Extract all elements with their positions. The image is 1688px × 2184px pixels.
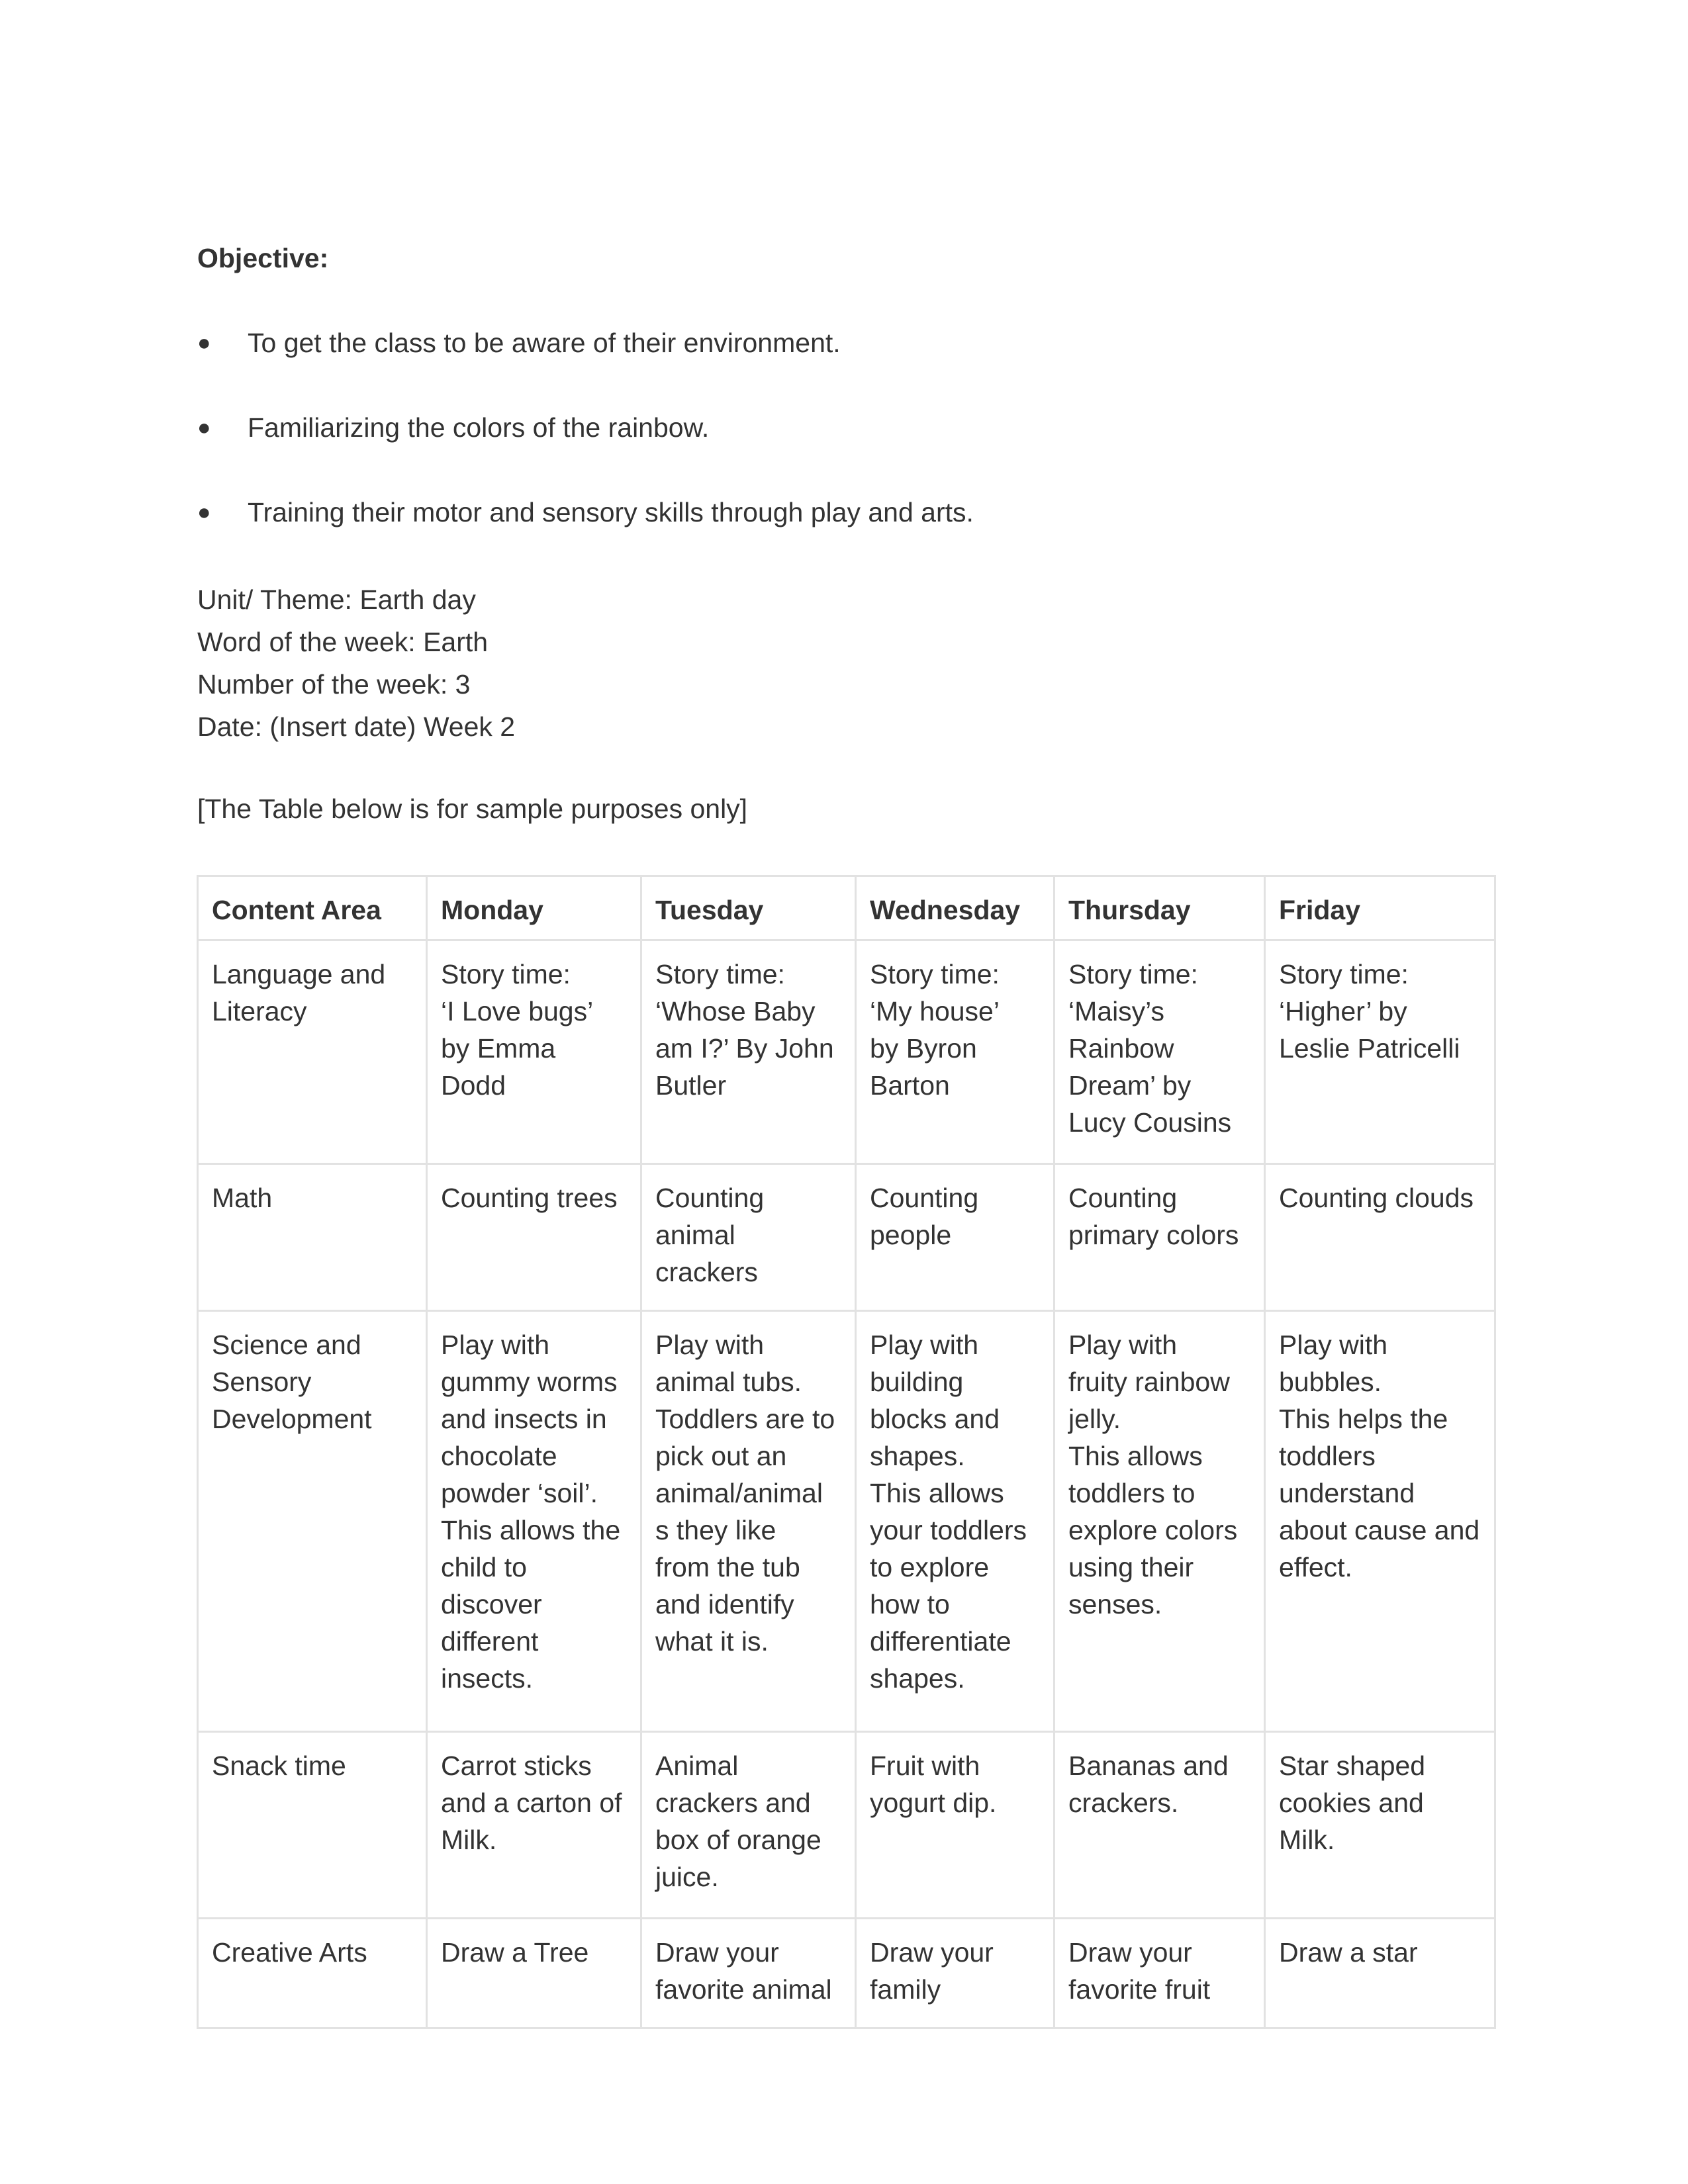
cell-text-line: effect.	[1279, 1552, 1352, 1582]
cell-text-line: fruity rainbow	[1068, 1367, 1230, 1397]
objective-item	[197, 494, 974, 531]
header-thursday: Thursday	[1055, 876, 1265, 940]
cell-text-line: Literacy	[212, 996, 307, 1026]
cell-text-line: yogurt dip.	[870, 1788, 997, 1818]
cell-text-line: box of orange	[655, 1825, 821, 1855]
bullet-icon: ●	[197, 415, 211, 440]
activity-cell	[856, 1311, 1055, 1732]
cell-text-line: Story time:	[1279, 959, 1409, 989]
cell-text-line: cookies and	[1279, 1788, 1424, 1818]
cell-text-line: different	[441, 1626, 539, 1657]
cell-text-line: Rainbow	[1068, 1033, 1174, 1064]
cell-text-line: crackers	[655, 1257, 758, 1287]
date-line: Date: (Insert date) Week 2	[197, 711, 516, 742]
cell-text-line: ‘Maisy’s	[1068, 996, 1165, 1026]
table-row	[198, 1311, 1495, 1732]
cell-text-line: Draw your	[1068, 1937, 1192, 1968]
cell-text-line: animal	[655, 1220, 735, 1250]
cell-text-line: Bananas and	[1068, 1751, 1229, 1781]
activity-cell	[1265, 940, 1495, 1164]
activity-cell	[1055, 1732, 1265, 1919]
cell-text-line: Butler	[655, 1070, 727, 1101]
cell-text-line: Story time:	[441, 959, 571, 989]
cell-text-line: This allows	[1068, 1441, 1203, 1471]
cell-text-line: Lucy Cousins	[1068, 1107, 1232, 1138]
objective-text: To get the class to be aware of their environment.	[248, 328, 841, 358]
activity-cell	[427, 1919, 641, 2028]
objective-text: Training their motor and sensory skills through play and arts.	[248, 497, 974, 527]
activity-cell	[427, 1732, 641, 1919]
cell-text-line: Toddlers are to	[655, 1404, 835, 1434]
activity-cell	[641, 1732, 856, 1919]
cell-text-line: Play with	[441, 1330, 550, 1360]
cell-text-line: Leslie Patricelli	[1279, 1033, 1460, 1064]
word-of-the-week: Word of the week: Earth	[197, 627, 489, 657]
cell-text-line: differentiate	[870, 1626, 1011, 1657]
cell-text-line: blocks and	[870, 1404, 1000, 1434]
cell-text-line: Draw your	[870, 1937, 994, 1968]
activity-cell	[641, 1311, 856, 1732]
activity-cell	[1055, 1919, 1265, 2028]
cell-text-line: crackers.	[1068, 1788, 1179, 1818]
weekly-plan-table	[197, 875, 1496, 2029]
cell-text-line: Dodd	[441, 1070, 506, 1101]
cell-text-line: by Byron	[870, 1033, 977, 1064]
cell-text-line: Language and	[212, 959, 386, 989]
cell-text-line: Counting	[655, 1183, 765, 1213]
cell-text-line: Story time:	[1068, 959, 1198, 989]
activity-cell	[856, 940, 1055, 1164]
cell-text-line: Fruit with	[870, 1751, 980, 1781]
cell-text-line: Draw a Tree	[441, 1937, 589, 1968]
cell-text-line: what it is.	[655, 1626, 769, 1657]
content-area-cell	[198, 1919, 427, 2028]
activity-cell	[856, 1164, 1055, 1311]
cell-text-line: shapes.	[870, 1663, 965, 1694]
cell-text-line: your toddlers	[870, 1515, 1027, 1545]
cell-text-line: Play with	[1279, 1330, 1388, 1360]
cell-text-line: ‘I Love bugs’	[441, 996, 594, 1026]
cell-text-line: Draw your	[655, 1937, 779, 1968]
cell-text-line: Carrot sticks	[441, 1751, 592, 1781]
activity-cell	[1055, 940, 1265, 1164]
cell-text-line: animal/animal	[655, 1478, 823, 1508]
cell-text-line: ‘My house’	[870, 996, 1000, 1026]
cell-text-line: building	[870, 1367, 964, 1397]
cell-text-line: crackers and	[655, 1788, 811, 1818]
header-monday: Monday	[427, 876, 641, 940]
activity-cell	[1265, 1164, 1495, 1311]
number-of-the-week: Number of the week: 3	[197, 669, 471, 700]
header-wednesday: Wednesday	[856, 876, 1055, 940]
cell-text-line: chocolate	[441, 1441, 557, 1471]
cell-text-line: Creative Arts	[212, 1937, 367, 1968]
table-row	[198, 940, 1495, 1164]
cell-text-line: people	[870, 1220, 952, 1250]
cell-text-line: Story time:	[655, 959, 785, 989]
activity-cell	[1055, 1311, 1265, 1732]
activity-cell	[641, 1164, 856, 1311]
cell-text-line: Counting	[870, 1183, 979, 1213]
cell-text-line: Milk.	[1279, 1825, 1335, 1855]
cell-text-line: Sensory	[212, 1367, 312, 1397]
activity-cell	[427, 1164, 641, 1311]
cell-text-line: Math	[212, 1183, 273, 1213]
activity-cell	[427, 940, 641, 1164]
cell-text-line: explore colors	[1068, 1515, 1238, 1545]
cell-text-line: powder ‘soil’.	[441, 1478, 598, 1508]
cell-text-line: Science and	[212, 1330, 361, 1360]
cell-text-line: gummy worms	[441, 1367, 618, 1397]
activity-cell	[1055, 1164, 1265, 1311]
cell-text-line: juice.	[655, 1862, 719, 1892]
cell-text-line: Counting trees	[441, 1183, 618, 1213]
cell-text-line: Draw a star	[1279, 1937, 1418, 1968]
cell-text-line: am I?’ By John	[655, 1033, 834, 1064]
cell-text-line: s they like	[655, 1515, 776, 1545]
objective-item	[197, 324, 974, 361]
activity-cell	[1265, 1919, 1495, 2028]
content-area-cell	[198, 1164, 427, 1311]
cell-text-line: using their	[1068, 1552, 1194, 1582]
activity-cell	[1265, 1732, 1495, 1919]
cell-text-line: and a carton of	[441, 1788, 622, 1818]
cell-text-line: animal tubs.	[655, 1367, 802, 1397]
cell-text-line: Counting clouds	[1279, 1183, 1474, 1213]
cell-text-line: Snack time	[212, 1751, 346, 1781]
cell-text-line: to explore	[870, 1552, 990, 1582]
cell-text-line: primary colors	[1068, 1220, 1239, 1250]
cell-text-line: toddlers	[1279, 1441, 1376, 1471]
cell-text-line: Play with	[1068, 1330, 1178, 1360]
cell-text-line: Play with	[655, 1330, 765, 1360]
cell-text-line: Barton	[870, 1070, 950, 1101]
table-header-row	[198, 876, 1495, 940]
unit-info	[197, 578, 515, 748]
cell-text-line: about cause and	[1279, 1515, 1480, 1545]
cell-text-line: family	[870, 1974, 941, 2005]
cell-text-line: Story time:	[870, 959, 1000, 989]
cell-text-line: bubbles.	[1279, 1367, 1382, 1397]
cell-text-line: This helps the	[1279, 1404, 1448, 1434]
objective-heading: Objective:	[197, 243, 329, 273]
sample-note: [The Table below is for sample purposes only]	[197, 794, 748, 824]
content-area-cell	[198, 1311, 427, 1732]
cell-text-line: favorite fruit	[1068, 1974, 1211, 2005]
cell-text-line: Dream’ by	[1068, 1070, 1192, 1101]
cell-text-line: This allows the	[441, 1515, 621, 1545]
cell-text-line: child to	[441, 1552, 527, 1582]
objective-text: Familiarizing the colors of the rainbow.	[248, 412, 710, 443]
objective-item	[197, 409, 974, 446]
content-area-cell	[198, 1732, 427, 1919]
unit-theme: Unit/ Theme: Earth day	[197, 584, 476, 615]
cell-text-line: pick out an	[655, 1441, 787, 1471]
cell-text-line: understand	[1279, 1478, 1415, 1508]
cell-text-line: Animal	[655, 1751, 739, 1781]
cell-text-line: shapes.	[870, 1441, 965, 1471]
cell-text-line: senses.	[1068, 1589, 1162, 1619]
table-row	[198, 1164, 1495, 1311]
cell-text-line: and insects in	[441, 1404, 607, 1434]
activity-cell	[641, 940, 856, 1164]
cell-text-line: Milk.	[441, 1825, 497, 1855]
activity-cell	[856, 1732, 1055, 1919]
table-row	[198, 1919, 1495, 2028]
table-body	[198, 940, 1495, 2028]
header-content-area: Content Area	[198, 876, 427, 940]
objective-list	[197, 324, 974, 578]
cell-text-line: Counting	[1068, 1183, 1178, 1213]
cell-text-line: ‘Higher’ by	[1279, 996, 1407, 1026]
activity-cell	[1265, 1311, 1495, 1732]
activity-cell	[856, 1919, 1055, 2028]
activity-cell	[641, 1919, 856, 2028]
cell-text-line: Development	[212, 1404, 372, 1434]
cell-text-line: jelly.	[1068, 1404, 1121, 1434]
bullet-icon: ●	[197, 500, 211, 525]
header-tuesday: Tuesday	[641, 876, 856, 940]
cell-text-line: discover	[441, 1589, 542, 1619]
cell-text-line: This allows	[870, 1478, 1004, 1508]
cell-text-line: Star shaped	[1279, 1751, 1426, 1781]
bullet-icon: ●	[197, 330, 211, 355]
cell-text-line: insects.	[441, 1663, 533, 1694]
cell-text-line: by Emma	[441, 1033, 556, 1064]
cell-text-line: ‘Whose Baby	[655, 996, 816, 1026]
header-friday: Friday	[1265, 876, 1495, 940]
content-area-cell	[198, 940, 427, 1164]
table-row	[198, 1732, 1495, 1919]
cell-text-line: toddlers to	[1068, 1478, 1196, 1508]
cell-text-line: from the tub	[655, 1552, 800, 1582]
cell-text-line: favorite animal	[655, 1974, 832, 2005]
activity-cell	[427, 1311, 641, 1732]
cell-text-line: how to	[870, 1589, 950, 1619]
cell-text-line: and identify	[655, 1589, 794, 1619]
cell-text-line: Play with	[870, 1330, 979, 1360]
